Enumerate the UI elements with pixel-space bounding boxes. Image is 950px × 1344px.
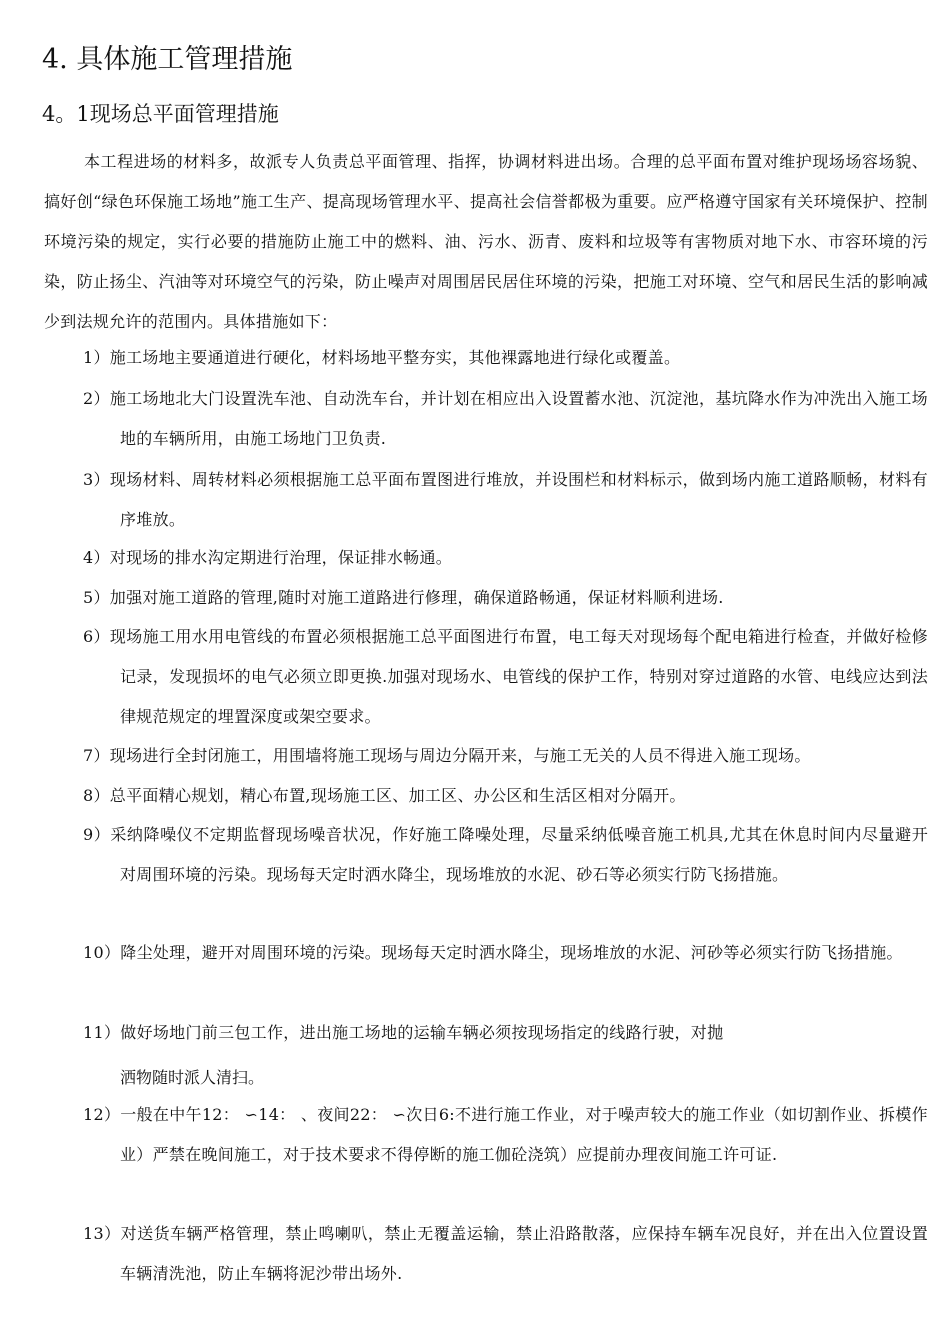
list-item: 10）降尘处理，避开对周围环境的污染。现场每天定时洒水降尘，现场堆放的水泥、河砂等必须实行防飞扬措施。: [83, 943, 903, 962]
section-heading: 4. 具体施工管理措施: [42, 44, 293, 75]
list-item: 7）现场进行全封闭施工，用围墙将施工现场与周边分隔开来，与施工无关的人员不得进入施工现场。: [83, 746, 811, 765]
list-item: 9）采纳降噪仪不定期监督现场噪音状况，作好施工降噪处理，尽量采纳低噪音施工机具,尤其在休息时间内尽量避开对周围环境的污染。现场每天定时洒水降尘，现场堆放的水泥、砂石等必须实行防飞扬措施。: [83, 825, 929, 884]
list-item: 6）现场施工用水用电管线的布置必须根据施工总平面图进行布置，电工每天对现场每个配电箱进行检查，并做好检修记录，发现损坏的电气必须立即更换.加强对现场水、电管线的保护工作，特别对穿过道路的水管、电线应达到法律规范规定的埋置深度或架空要求。: [83, 627, 928, 726]
list-item: 3）现场材料、周转材料必须根据施工总平面布置图进行堆放，并设围栏和材料标示，做到场内施工道路顺畅，材料有序堆放。: [83, 470, 928, 529]
list-item: 1）施工场地主要通道进行硬化，材料场地平整夯实，其他裸露地进行绿化或覆盖。: [83, 348, 681, 367]
list-item: 12）一般在中午12： ∽14： 、夜间22： ∽次日6:不进行施工作业，对于噪声较大的施工作业（如切割作业、拆模作业）严禁在晚间施工，对于技术要求不得停断的施工伽砼浇筑）应提前办理夜间施工许可证.: [83, 1105, 928, 1164]
subsection-heading: 4。1现场总平面管理措施: [42, 102, 279, 126]
list-item: 5）加强对施工道路的管理,随时对施工道路进行修理，确保道路畅通，保证材料顺利进场.: [83, 588, 724, 607]
list-item: 8）总平面精心规划，精心布置,现场施工区、加工区、办公区和生活区相对分隔开。: [83, 786, 686, 805]
list-item: 11）做好场地门前三包工作，进出施工场地的运输车辆必须按现场指定的线路行驶，对抛: [83, 1023, 724, 1042]
list-item: 2）施工场地北大门设置洗车池、自动洗车台，并计划在相应出入设置蓄水池、沉淀池，基坑降水作为冲洗出入施工场地的车辆所用，由施工场地门卫负责.: [83, 389, 928, 448]
list-item: 4）对现场的排水沟定期进行治理，保证排水畅通。: [83, 548, 453, 567]
intro-paragraph: 本工程进场的材料多，故派专人负责总平面管理、指挥，协调材料进出场。合理的总平面布置对维护现场场容场貌、搞好创“绿色环保施工场地”施工生产、提高现场管理水平、提高社会信誉都极为重要。应严格遵守国家有关环境保护、控制环境污染的规定，实行必要的措施防止施工中的燃料、油、污水、沥青、废料和垃圾等有害物质对地下水、市容环境的污染，防止扬尘、汽油等对环境空气的污染，防止噪声对周围居民居住环境的污染，把施工对环境、空气和居民生活的影响减少到法规允许的范围内。具体措施如下：: [44, 152, 928, 331]
list-item-continuation: 洒物随时派人清扫。: [120, 1068, 265, 1087]
list-item: 13）对送货车辆严格管理，禁止鸣喇叭，禁止无覆盖运输，禁止沿路散落，应保持车辆车况良好，并在出入位置设置车辆清洗池，防止车辆将泥沙带出场外.: [83, 1224, 928, 1283]
